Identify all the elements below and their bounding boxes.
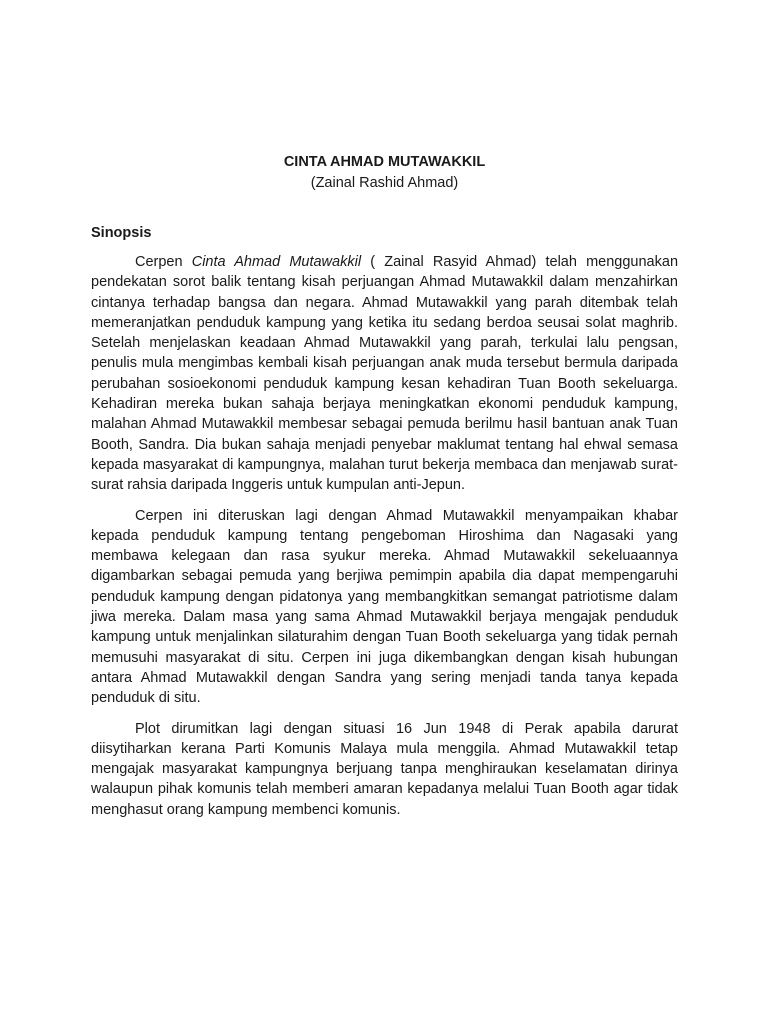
paragraph-1-lead: Cerpen xyxy=(135,254,192,270)
paragraph-3: Plot dirumitkan lagi dengan situasi 16 Jun 1948 di Perak apabila darurat diisytiharkan kerana Parti Komunis Malaya mula menggila. Ahmad Mutawakkil tetap mengajak masyarakat kampungnya berjuang tanpa menghiraukan keselamatan dirinya walaupun pihak komunis telah memberi amaran kepadanya melalui Tuan Booth agar tidak menghasut orang kampung membenci komunis. xyxy=(91,720,678,818)
paragraph-1 xyxy=(91,252,678,496)
story-title-italic: Cinta Ahmad Mutawakkil xyxy=(191,254,362,270)
paragraph-1-body: ( Zainal Rasyid Ahmad) telah menggunakan pendekatan sorot balik tentang kisah perjuangan Ahmad Mutawakkil dalam menzahirkan cintanya terhadap bangsa dan negara. Ahmad Mutawakkil yang parah ditembak telah memeranjatkan penduduk kampung yang ketika itu sedang berdoa seusai solat maghrib. Setelah menjelaskan keadaan Ahmad Mutawakkil yang parah, terkulai lalu pengsan, penulis mula mengimbas kembali kisah perjuangan anak muda tersebut bermula daripada perubahan sosioekonomi penduduk kampung kesan kehadiran Tuan Booth sekeluarga. Kehadiran mereka bukan sahaja berjaya meningkatkan ekonomi penduduk kampung, malahan Ahmad Mutawakkil membesar sebagai pemuda berilmu hasil bantuan anak Tuan Booth, Sandra. Dia bukan sahaja menjadi penyebar maklumat tentang hal ehwal semasa kepada masyarakat di kampungnya, malahan turut bekerja membaca dan menjawab surat-surat rahsia daripada Inggeris untuk kumpulan anti-Jepun. xyxy=(91,254,679,494)
document-author: (Zainal Rashid Ahmad) xyxy=(310,175,459,191)
paragraph-2: Cerpen ini diteruskan lagi dengan Ahmad Mutawakkil menyampaikan khabar kepada penduduk kampung tentang pengeboman Hiroshima dan Nagasaki yang membawa kelegaan dan rasa syukur mereka. Ahmad Mutawakkil sekeluaannya digambarkan sebagai pemuda yang berjiwa pemimpin apabila dia dapat mempengaruhi penduduk kampung dengan pidatonya yang membangkitkan semangat patriotisme dalam jiwa mereka. Dalam masa yang sama Ahmad Mutawakkil berjaya mengajak penduduk kampung untuk menjalinkan silaturahim dengan Tuan Booth sekeluarga yang tidak pernah memusuhi masyarakat di situ. Cerpen ini juga dikembangkan dengan kisah hubungan antara Ahmad Mutawakkil dengan Sandra yang sering menjadi tanda tanya kepada penduduk di situ. xyxy=(91,507,678,707)
section-heading-sinopsis: Sinopsis xyxy=(91,225,152,241)
document-title: CINTA AHMAD MUTAWAKKIL xyxy=(283,154,486,170)
document-page xyxy=(91,152,678,830)
